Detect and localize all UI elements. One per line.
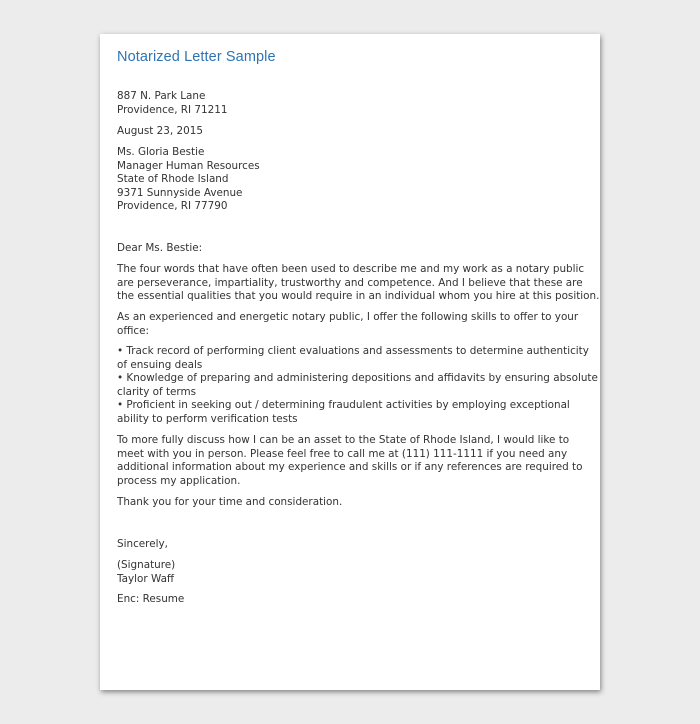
paragraph-line: additional information about my experience and skills or if any references are required to <box>117 461 583 474</box>
paragraph-line: As an experienced and energetic notary public, I offer the following skills to offer to your <box>117 311 579 323</box>
sender-address-line: Providence, RI 71211 <box>117 103 228 116</box>
recipient-line: State of Rhode Island <box>117 173 229 186</box>
paragraph-line: To more fully discuss how I can be an asset to the State of Rhode Island, I would like to <box>117 434 570 446</box>
recipient-line: Providence, RI 77790 <box>117 200 228 213</box>
sender-address <box>117 90 589 117</box>
paragraph-line: the essential qualities that you would require in an individual whom you hire at this position. <box>117 290 600 303</box>
list-item: ability to perform verification tests <box>117 412 298 425</box>
paragraph-line: The four words that have often been used to describe me and my work as a notary public <box>117 263 585 275</box>
thanks-text: Thank you for your time and consideration. <box>117 496 343 508</box>
closing-text: Sincerely, <box>117 538 168 550</box>
document-title: Notarized Letter Sample <box>117 49 276 65</box>
salutation-text: Dear Ms. Bestie: <box>117 242 203 254</box>
recipient-address <box>117 146 589 214</box>
closing <box>117 538 589 552</box>
letter-date <box>117 125 589 139</box>
thanks-line <box>117 496 589 510</box>
skills-list <box>117 345 598 427</box>
recipient-line: Ms. Gloria Bestie <box>117 146 205 158</box>
list-item: of ensuing deals <box>117 358 203 371</box>
list-item: • Proficient in seeking out / determining fraudulent activities by employing exceptional <box>117 399 570 412</box>
recipient-line: 9371 Sunnyside Avenue <box>117 186 243 199</box>
enclosure-text: Enc: Resume <box>117 593 185 605</box>
paragraph-line: office: <box>117 324 150 337</box>
list-item: • Knowledge of preparing and administering depositions and affidavits by ensuring absolute <box>117 372 598 385</box>
recipient-line: Manager Human Resources <box>117 159 260 172</box>
date-text: August 23, 2015 <box>117 125 203 137</box>
paragraph-line: are perseverance, impartiality, trustworthy and competence. And I believe that these are <box>117 276 583 289</box>
list-item: • Track record of performing client evaluations and assessments to determine authenticity <box>117 345 589 357</box>
sender-address-line: 887 N. Park Lane <box>117 90 206 102</box>
signature-block <box>117 559 589 586</box>
salutation <box>117 242 589 256</box>
signer-name: Taylor Waff <box>117 572 175 585</box>
letter-page <box>100 34 600 690</box>
list-item: clarity of terms <box>117 385 197 398</box>
paragraph-line: process my application. <box>117 474 241 487</box>
paragraph-line: meet with you in person. Please feel free to call me at (111) 111-1111 if you need any <box>117 447 568 460</box>
signature-line: (Signature) <box>117 559 176 571</box>
enclosure <box>117 593 589 607</box>
paragraph-intro <box>117 263 600 304</box>
paragraph-closing <box>117 434 589 488</box>
paragraph-skills-intro <box>117 311 589 338</box>
